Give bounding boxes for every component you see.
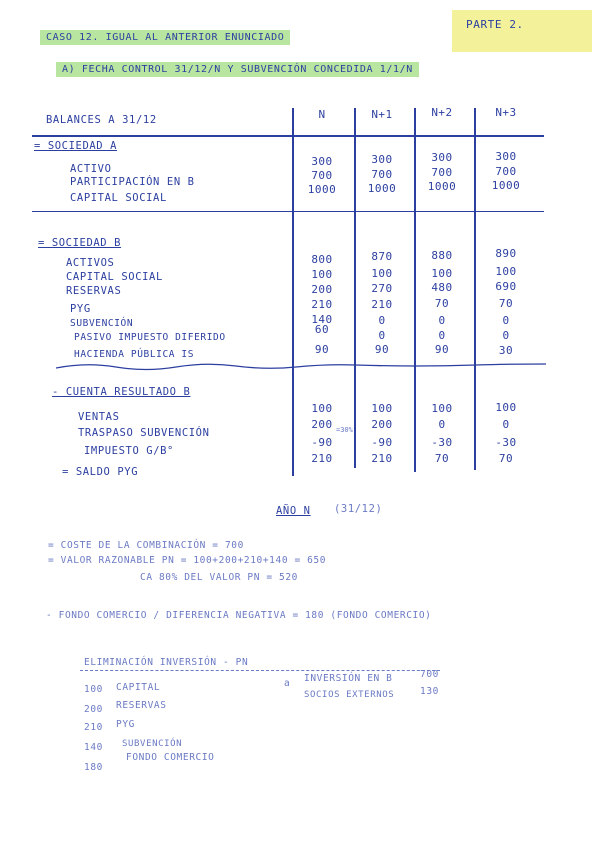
cell: 100 — [431, 267, 453, 280]
cell: 700 — [311, 169, 333, 182]
cell: 100 — [371, 267, 393, 280]
journal-connector: a — [284, 678, 291, 689]
row-label: PYG — [70, 303, 91, 315]
cell: 70 — [434, 452, 450, 465]
journal-credit-account: INVERSIÓN EN B — [304, 673, 393, 684]
subtitle: A) FECHA CONTROL 31/12/N Y SUBVENCIÓN CONCEDIDA 1/1/N — [56, 62, 419, 77]
cell: 200 — [311, 283, 333, 296]
note-fondo-comercio: - FONDO COMERCIO / DIFERENCIA NEGATIVA = 180 (FONDO COMERCIO) — [46, 610, 432, 621]
cell: 300 — [311, 155, 333, 168]
table-title: BALANCES A 31/12 — [46, 114, 157, 126]
journal-credit-amount: 130 — [420, 686, 439, 697]
row-label: TRASPASO SUBVENCIÓN — [78, 427, 210, 439]
row-label: CAPITAL SOCIAL — [66, 271, 163, 283]
row-label: IMPUESTO G/B° — [84, 445, 174, 457]
cell: 100 — [311, 402, 333, 415]
cell: 100 — [311, 268, 333, 281]
part-label: PARTE 2. — [466, 18, 524, 31]
journal-debit-account: RESERVAS — [116, 700, 167, 711]
cell: 300 — [431, 151, 453, 164]
note-porcentaje: CA 80% DEL VALOR PN = 520 — [140, 572, 298, 583]
section-heading-cuenta-resultado: - CUENTA RESULTADO B — [52, 386, 191, 398]
section-heading-sociedad-a: = SOCIEDAD A — [34, 140, 118, 152]
cell: 890 — [495, 247, 517, 260]
cell: 700 — [371, 168, 393, 181]
year-date: (31/12) — [334, 503, 383, 515]
journal-credit-account: SOCIOS EXTERNOS — [304, 690, 395, 700]
cell: 200 — [371, 418, 393, 431]
cell: 800 — [311, 253, 333, 266]
cell: 210 — [371, 298, 393, 311]
journal-debit-amount: 210 — [84, 722, 103, 733]
cell: 480 — [431, 281, 453, 294]
cell: -30 — [495, 436, 517, 449]
cell: -90 — [311, 436, 333, 449]
table-header-rule — [32, 135, 544, 137]
journal-rule — [80, 670, 440, 671]
column-rule-n2 — [414, 108, 416, 472]
wavy-divider — [56, 358, 556, 374]
row-label: PASIVO IMPUESTO DIFERIDO — [74, 332, 226, 343]
row-label: HACIENDA PÚBLICA IS — [74, 349, 195, 360]
section-a-rule — [32, 211, 544, 212]
total-label: = SALDO PYG — [62, 466, 139, 478]
cell: 270 — [371, 282, 393, 295]
col-header-n1: N+1 — [371, 108, 393, 121]
note-valor-razonable: = VALOR RAZONABLE PN = 100+200+210+140 = 650 — [48, 555, 327, 566]
cell: 0 — [438, 418, 446, 431]
journal-debit-amount: 100 — [84, 684, 103, 695]
cell: 0 — [502, 329, 510, 342]
cell: 0 — [438, 314, 446, 327]
cell: 690 — [495, 280, 517, 293]
cell: 0 — [378, 314, 386, 327]
journal-debit-account: FONDO COMERCIO — [126, 752, 215, 763]
cell: 100 — [371, 402, 393, 415]
cell: 210 — [371, 452, 393, 465]
journal-debit-account: PYG — [116, 719, 135, 730]
row-label: SUBVENCIÓN — [70, 318, 134, 329]
cell: 210 — [311, 298, 333, 311]
journal-debit-amount: 140 — [84, 742, 103, 753]
cell: 90 — [314, 343, 330, 356]
cell: 300 — [371, 153, 393, 166]
cell: 0 — [502, 418, 510, 431]
column-rule-n1 — [354, 108, 356, 468]
cell: 140 — [311, 313, 333, 326]
column-rule-n3 — [474, 108, 476, 470]
cell: -30 — [431, 436, 453, 449]
col-header-n: N — [318, 108, 326, 121]
column-rule-n — [292, 108, 294, 476]
cell: 70 — [498, 297, 514, 310]
cell: 30 — [498, 344, 514, 357]
case-title: CASO 12. IGUAL AL ANTERIOR ENUNCIADO — [40, 30, 290, 45]
cell: 200 — [311, 418, 333, 431]
cell: 1000 — [491, 179, 521, 192]
row-label: CAPITAL SOCIAL — [70, 192, 167, 204]
col-header-n2: N+2 — [431, 106, 453, 119]
row-label: ACTIVO — [70, 163, 112, 175]
cell: 90 — [374, 343, 390, 356]
cell: 70 — [434, 297, 450, 310]
row-label: VENTAS — [78, 411, 120, 423]
journal-debit-amount: 200 — [84, 704, 103, 715]
cell: 0 — [438, 329, 446, 342]
cell: 100 — [495, 401, 517, 414]
cell: 870 — [371, 250, 393, 263]
cell: 210 — [311, 452, 333, 465]
cell: 880 — [431, 249, 453, 262]
cell: 90 — [434, 343, 450, 356]
cell: 70 — [498, 452, 514, 465]
cell: 1000 — [307, 183, 337, 196]
journal-credit-amount: 700 — [420, 669, 439, 680]
cell: 100 — [495, 265, 517, 278]
cell: 300 — [495, 150, 517, 163]
year-heading: AÑO N — [276, 505, 311, 517]
col-header-n3: N+3 — [495, 106, 517, 119]
journal-debit-account: CAPITAL — [116, 682, 161, 693]
journal-title: ELIMINACIÓN INVERSIÓN - PN — [84, 657, 249, 668]
section-heading-sociedad-b: = SOCIEDAD B — [38, 237, 122, 249]
cell: -90 — [371, 436, 393, 449]
cell: 700 — [431, 166, 453, 179]
journal-debit-amount: 180 — [84, 762, 103, 773]
cell: 0 — [502, 314, 510, 327]
row-label: RESERVAS — [66, 285, 122, 297]
row-label: ACTIVOS — [66, 257, 115, 269]
cell: 1000 — [367, 182, 397, 195]
row-label: PARTICIPACIÓN EN B — [70, 176, 195, 188]
journal-debit-account: SUBVENCIÓN — [122, 739, 183, 749]
note-coste-combinacion: = COSTE DE LA COMBINACIÓN = 700 — [48, 540, 244, 551]
margin-note: =30% — [336, 426, 353, 434]
cell: 1000 — [427, 180, 457, 193]
cell: 0 — [378, 329, 386, 342]
cell: 60 — [314, 323, 330, 336]
cell: 100 — [431, 402, 453, 415]
cell: 700 — [495, 165, 517, 178]
part-sticky-note — [452, 10, 592, 52]
